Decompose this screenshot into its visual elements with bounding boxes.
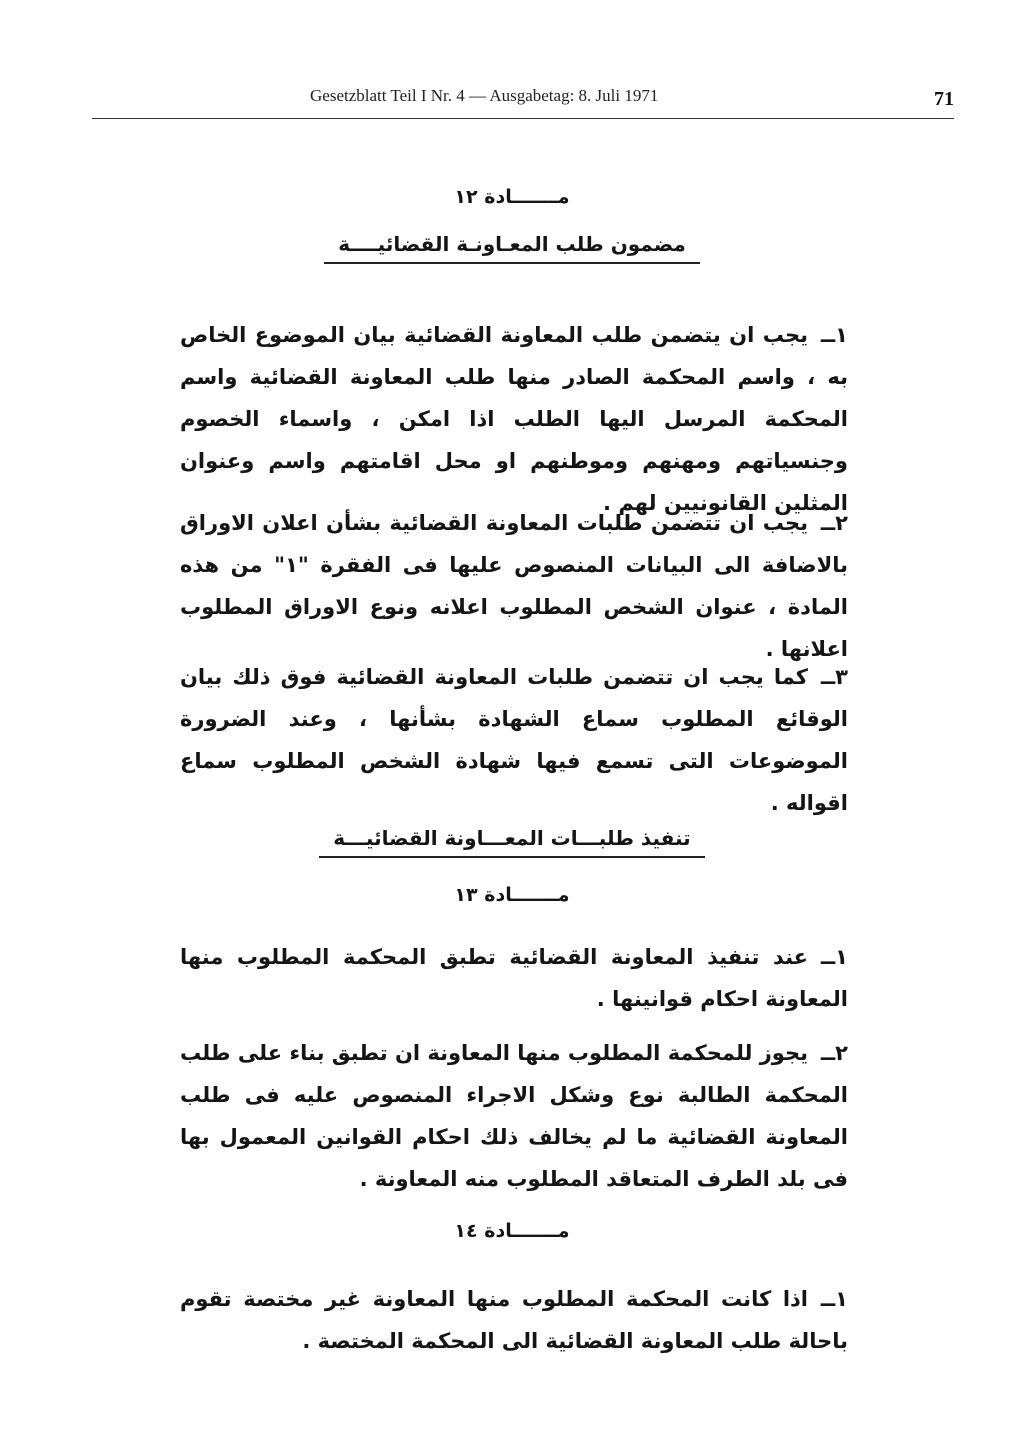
- paragraph-number: ١ــ: [820, 945, 848, 969]
- article-12-heading-text: مضمون طلب المعـاونـة القضائيــــة: [324, 232, 700, 264]
- header-rule: [92, 118, 954, 119]
- paragraph-number: ٢ــ: [820, 511, 848, 535]
- paragraph-text: عند تنفيذ المعاونة القضائية تطبق المحكمة المطلوب منها المعاونة احكام قوانينها .: [180, 945, 848, 1011]
- page-header: [0, 86, 1024, 116]
- article-13-paragraph-1: [180, 936, 848, 1020]
- paragraph-number: ١ــ: [820, 323, 848, 347]
- paragraph-number: ٣ــ: [820, 665, 848, 689]
- paragraph-text: يجوز للمحكمة المطلوب منها المعاونة ان تطبق بناء على طلب المحكمة الطالبة نوع وشكل الاجراء المنصوص عليه فى طلب المعاونة القضائية ما لم يخالف ذلك احكام القوانين المعمول بها فى بلد الطرف المتعاقد المطلوب منه المعاونة .: [180, 1041, 848, 1191]
- article-12-paragraph-3: [180, 656, 848, 824]
- article-12-paragraph-1: [180, 314, 848, 524]
- section-heading-text: تنفيذ طلبـــات المعـــاونة القضائيـــة: [319, 826, 704, 858]
- paragraph-text: يجب ان تتضمن طلبات المعاونة القضائية بشأن اعلان الاوراق بالاضافة الى البيانات المنصوص عليها فى الفقرة "١" من هذه المادة ، عنوان الشخص المطلوب اعلانه ونوع الاوراق المطلوب اعلانها .: [180, 511, 848, 661]
- paragraph-text: اذا كانت المحكمة المطلوب منها المعاونة غير مختصة تقوم باحالة طلب المعاونة القضائية الى المحكمة المختصة .: [180, 1287, 848, 1353]
- page-number: 71: [934, 88, 954, 110]
- paragraph-number: ١ــ: [820, 1287, 848, 1311]
- article-13-paragraph-2: [180, 1032, 848, 1200]
- article-13-title: مـــــــادة ١٣: [454, 884, 570, 906]
- article-12-paragraph-2: [180, 502, 848, 670]
- paragraph-text: يجب ان يتضمن طلب المعاونة القضائية بيان الموضوع الخاص به ، واسم المحكمة الصادر منها طلب المعاونة القضائية واسم المحكمة المرسل اليها الطلب اذا امكن ، واسماء الخصوم وجنسياتهم ومهنهم وموطنهم او محل اقامتهم واسم وعنوان المثلين القانونيين لهم .: [180, 323, 848, 515]
- article-14-paragraph-1: [180, 1278, 848, 1362]
- section-heading: [0, 826, 1024, 858]
- article-12-title: مـــــــادة ١٢: [454, 186, 570, 208]
- running-title: Gesetzblatt Teil I Nr. 4 — Ausgabetag: 8. Juli 1971: [310, 86, 659, 105]
- paragraph-number: ٢ــ: [820, 1041, 848, 1065]
- paragraph-text: كما يجب ان تتضمن طلبات المعاونة القضائية فوق ذلك بيان الوقائع المطلوب سماع الشهادة بشأنها ، وعند الضرورة الموضوعات التى تسمع فيها شهادة الشخص المطلوب سماع اقواله .: [180, 665, 848, 815]
- article-12-heading: [0, 232, 1024, 264]
- article-14-title: مـــــــادة ١٤: [454, 1220, 570, 1242]
